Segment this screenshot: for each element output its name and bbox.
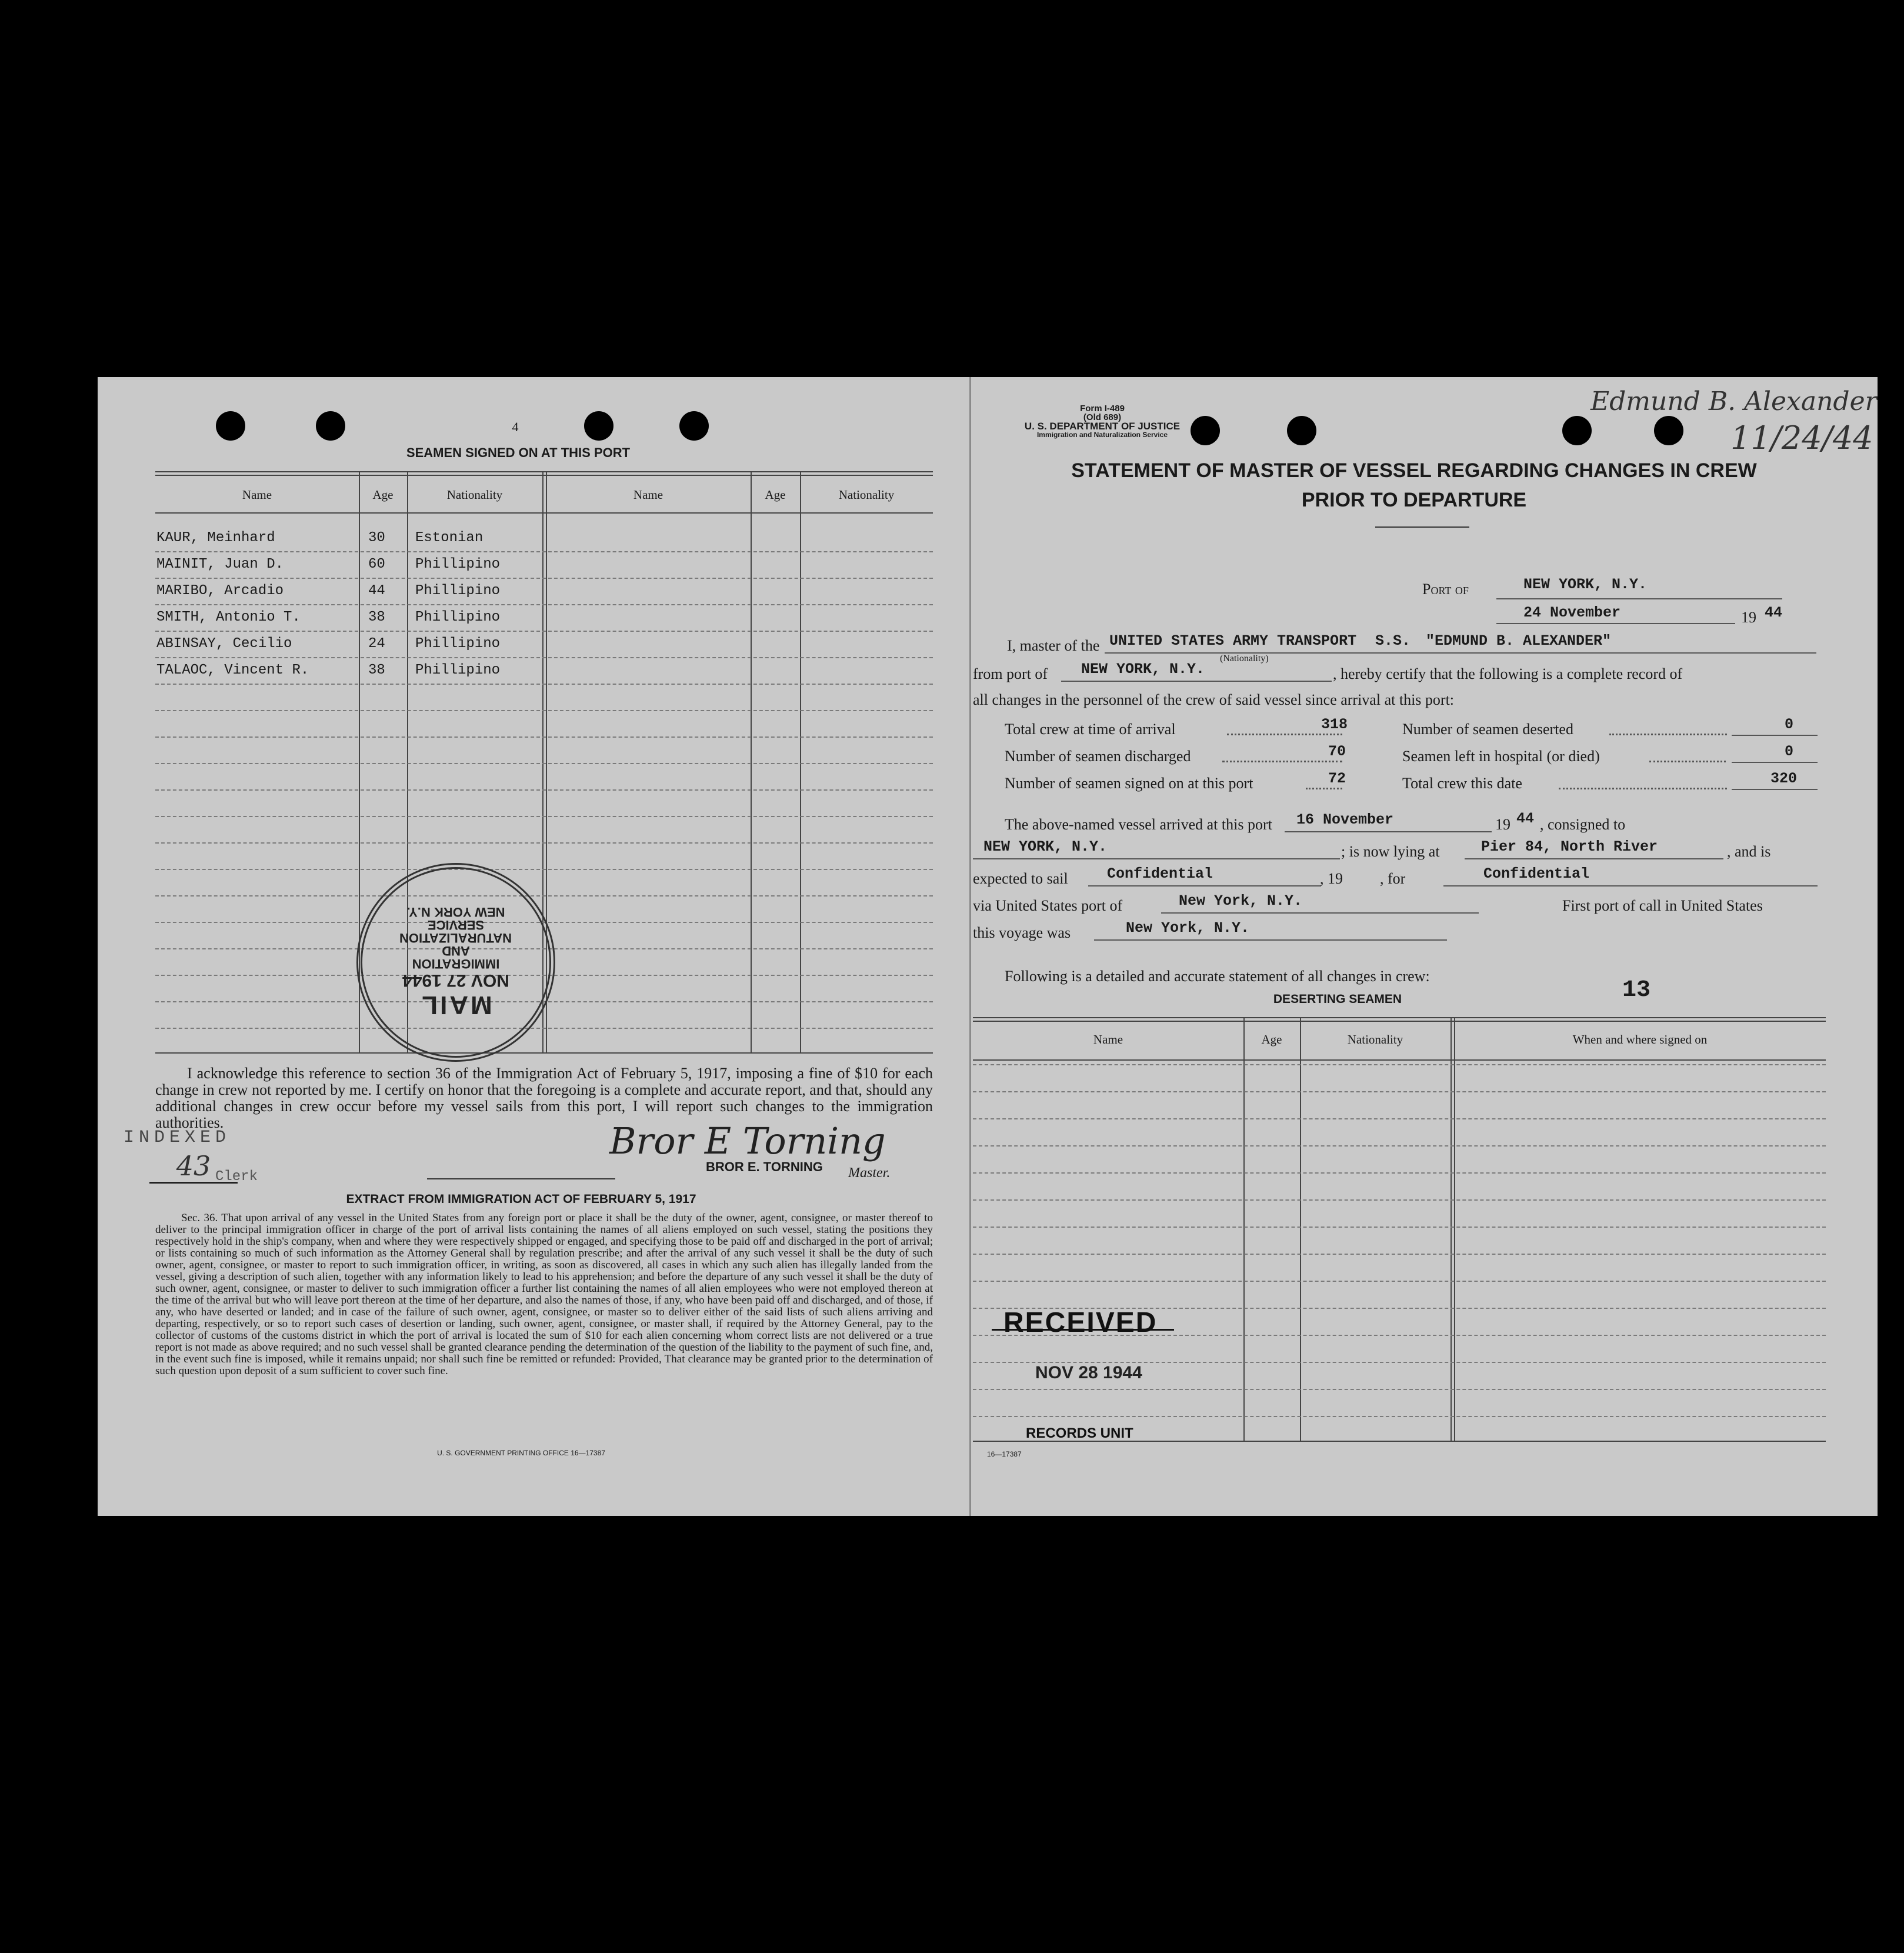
deserting-title: DESERTING SEAMEN xyxy=(1273,992,1402,1006)
dot-leader xyxy=(1222,761,1342,762)
year-prefix: 19 xyxy=(1741,609,1756,626)
col-header-age: Age xyxy=(765,488,786,502)
department: U. S. DEPARTMENT OF JUSTICE xyxy=(1024,421,1181,432)
via-label: via United States port of xyxy=(973,897,1123,914)
col-header-name: Name xyxy=(1093,1032,1123,1047)
seaman-name: MARIBO, Arcadio xyxy=(156,583,284,599)
signed-on-label: Number of seamen signed on at this port xyxy=(1005,775,1253,792)
records-unit: RECORDS UNIT xyxy=(1026,1425,1133,1441)
seaman-name: TALAOC, Vincent R. xyxy=(156,662,309,678)
seaman-nationality: Phillipino xyxy=(415,556,501,572)
dot-leader xyxy=(1609,734,1727,735)
hospital-label: Seamen left in hospital (or died) xyxy=(1402,748,1600,765)
seaman-name: KAUR, Meinhard xyxy=(156,530,275,546)
for-value: Confidential xyxy=(1483,865,1590,882)
handwritten-date: 11/24/44 xyxy=(1730,419,1873,456)
deserted-value: 0 xyxy=(1785,716,1794,733)
underline xyxy=(1732,735,1818,736)
underline xyxy=(1443,885,1818,886)
table-row xyxy=(155,816,933,844)
dot-leader xyxy=(1559,788,1727,789)
printer-line: 16—17387 xyxy=(987,1450,1022,1458)
printer-line: U. S. GOVERNMENT PRINTING OFFICE 16—17387 xyxy=(437,1449,605,1457)
clerk-number: 43 xyxy=(149,1150,238,1184)
left-page xyxy=(98,377,968,1516)
table-row xyxy=(973,1390,1826,1417)
handwritten-vessel-name: Edmund B. Alexander xyxy=(1590,386,1878,416)
form-old-number: (Old 689) xyxy=(1083,412,1122,422)
received-stamp: RECEIVED xyxy=(1003,1307,1158,1338)
col-header-when-where: When and where signed on xyxy=(1572,1032,1708,1047)
sail-value: Confidential xyxy=(1107,865,1213,882)
col-header-nationality: Nationality xyxy=(446,488,503,502)
port-value: NEW YORK, N.Y. xyxy=(1523,576,1648,593)
lying-label: ; is now lying at xyxy=(1341,843,1440,860)
via-value: New York, N.Y. xyxy=(1179,892,1303,909)
port-label: Port of xyxy=(1422,581,1469,598)
seaman-nationality: Phillipino xyxy=(415,662,501,678)
form-number: Form I-489 xyxy=(1080,404,1125,414)
voyage-label: this voyage was xyxy=(973,924,1071,941)
total-arrival-label: Total crew at time of arrival xyxy=(1005,721,1176,738)
master-name: BROR E. TORNING xyxy=(706,1159,823,1174)
service: Immigration and Naturalization Service xyxy=(1036,431,1168,439)
deserted-label: Number of seamen deserted xyxy=(1402,721,1573,738)
acknowledgement-text: I acknowledge this reference to section 36 of the Immigration Act of February 5, 1917, imposing a fine of $10 for each change in crew not reported by me. I certify on honor that the foregoing is a complete and accurate report, and that, should any additional changes in crew occur before my vessel sails from this port, I will report such changes to the immigration authorities. xyxy=(155,1065,933,1131)
table-row xyxy=(973,1336,1826,1363)
table-row xyxy=(973,1119,1826,1147)
stamp-line: IMMIGRATION AND NATURALIZATION SERVICE xyxy=(399,918,512,971)
table-row xyxy=(973,1092,1826,1119)
from-port-label: from port of xyxy=(973,665,1048,682)
discharged-value: 70 xyxy=(1328,743,1346,760)
stamp-line: NEW YORK N.Y. xyxy=(406,905,505,919)
nationality-caption: (Nationality) xyxy=(1220,654,1269,664)
col-header-age: Age xyxy=(372,488,394,502)
handwritten-count: 13 xyxy=(1622,977,1651,1004)
and-is-label: , and is xyxy=(1727,843,1771,860)
master-label: Master. xyxy=(848,1165,891,1181)
page-fold xyxy=(969,377,971,1516)
seaman-name: MAINIT, Juan D. xyxy=(156,556,284,572)
seaman-age: 30 xyxy=(368,530,385,546)
punch-hole xyxy=(679,411,709,441)
dot-leader xyxy=(1649,761,1726,762)
underline xyxy=(1496,623,1735,624)
total-date-value: 320 xyxy=(1770,770,1798,787)
table-row xyxy=(155,605,933,632)
consigned-value: NEW YORK, N.Y. xyxy=(983,838,1108,855)
punch-hole xyxy=(216,411,245,441)
seaman-age: 60 xyxy=(368,556,385,572)
table-row xyxy=(155,552,933,579)
dot-leader xyxy=(1227,734,1342,735)
vessel-type: S.S. xyxy=(1375,632,1411,649)
seaman-nationality: Estonian xyxy=(415,530,483,546)
punch-hole xyxy=(1654,416,1683,445)
hospital-value: 0 xyxy=(1785,743,1794,760)
arrived-date: 16 November xyxy=(1296,811,1394,828)
seaman-age: 38 xyxy=(368,662,385,678)
table-row xyxy=(973,1228,1826,1255)
master-signature: Bror E Torning xyxy=(609,1119,886,1162)
underline xyxy=(1732,789,1818,790)
year-value: 44 xyxy=(1765,604,1783,621)
table-row xyxy=(155,737,933,764)
seaman-name: SMITH, Antonio T. xyxy=(156,609,301,625)
total-arrival-value: 318 xyxy=(1321,716,1348,733)
arrived-year: 44 xyxy=(1516,810,1535,827)
master-of-label: I, master of the xyxy=(1007,637,1100,654)
punch-hole xyxy=(584,411,613,441)
table-row xyxy=(973,1174,1826,1201)
seaman-name: ABINSAY, Cecilio xyxy=(156,636,292,652)
page-number: 4 xyxy=(512,419,519,434)
indexed-stamp: INDEXED xyxy=(124,1128,231,1148)
table-row xyxy=(973,1065,1826,1092)
seaman-age: 44 xyxy=(368,583,385,599)
stamp-line: MAIL xyxy=(419,991,492,1019)
col-header-nationality: Nationality xyxy=(1347,1032,1403,1047)
underline xyxy=(1061,681,1332,682)
vessel-name: "EDMUND B. ALEXANDER" xyxy=(1426,632,1612,649)
certify-text-2: all changes in the personnel of the crew of said vessel since arrival at this port: xyxy=(973,691,1455,708)
seaman-nationality: Phillipino xyxy=(415,636,501,652)
from-port-value: NEW YORK, N.Y. xyxy=(1081,661,1205,678)
underline xyxy=(973,858,1340,859)
table-row xyxy=(155,658,933,685)
underline xyxy=(1105,652,1816,654)
divider xyxy=(427,1178,615,1179)
table-row xyxy=(155,711,933,738)
right-page xyxy=(973,377,1878,1516)
arrived-year-prefix: 19 xyxy=(1495,816,1510,833)
extract-text: Sec. 36. That upon arrival of any vessel in the United States from any foreign port or place it shall be the duty of the owner, agent, consignee, or master thereof to deliver to the principal immigration officer in charge of the port of arrival lists containing the names of all aliens employed on such vessel, stating the positions they respectively hold in the ship's company, when and where they were respectively shipped or engaged, and specifying those to be paid off and discharged in the port of arrival; or lists containing so much of such information as the Attorney General shall by regulation prescribe; and after the arrival of any such vessel it shall be the duty of such owner, agent, consignee, or master to report to such immigration officer, in writing, as soon as discovered, all cases in which any such alien has illegally landed from the vessel, giving a description of such alien, together with any information likely to lead to his apprehension; and before the departure of any such vessel it shall be the duty of such owner, agent, consignee, or master to deliver to such immigration officer a further list containing the names of all alien employees who were not employed thereon at the time of the arrival but who will leave port thereon at the time of her departure, and also the names of those, if any, who have been paid off and discharged, and of those, if any, who have deserted or landed; and in case of the failure of such owner, agent, consignee, or master so to deliver either of the said lists of such aliens arriving and departing, respectively, or so to report such cases of desertion or landing, such owner, agent, consignee, or master shall, if required by the Attorney General, pay to the collector of customs of the customs district in which the port of arrival is located the sum of $10 for each alien concerning whom correct lists are not delivered or a true report is not made as above required; and no such vessel shall be granted clearance pending the determination of the question of the liability to the payment of such fine, and, in the event such fine is imposed, while it remains unpaid; nor shall such fine be remitted or refunded: Provided, That clearance may be granted prior to the determination of such question upon deposit of a sum sufficient to cover such fine. xyxy=(155,1212,933,1377)
underline xyxy=(1088,885,1321,886)
form-title-line2: PRIOR TO DEPARTURE xyxy=(1301,489,1527,511)
clerk-label: Clerk xyxy=(215,1169,258,1185)
mail-received-stamp xyxy=(356,863,555,1062)
following-label: Following is a detailed and accurate statement of all changes in crew: xyxy=(1005,968,1430,985)
punch-hole xyxy=(316,411,345,441)
table-row xyxy=(155,843,933,870)
table-row xyxy=(155,790,933,817)
received-date: NOV 28 1944 xyxy=(1035,1363,1142,1382)
sail-year-prefix: , 19 xyxy=(1320,870,1343,887)
dot-leader xyxy=(1306,788,1342,789)
table-row xyxy=(155,578,933,605)
voyage-value: New York, N.Y. xyxy=(1126,919,1250,936)
underline xyxy=(1465,858,1723,859)
first-port-label: First port of call in United States xyxy=(1562,897,1763,914)
lying-value: Pier 84, North River xyxy=(1481,838,1658,855)
underline xyxy=(1732,762,1818,763)
underline xyxy=(1496,598,1782,599)
seaman-nationality: Phillipino xyxy=(415,583,501,599)
underline xyxy=(1161,912,1479,914)
table-row xyxy=(973,1282,1826,1309)
consigned-label: , consigned to xyxy=(1540,816,1626,833)
form-title: STATEMENT OF MASTER OF VESSEL REGARDING CHANGES IN CREW xyxy=(1071,459,1757,482)
punch-hole xyxy=(1562,416,1592,445)
for-label: , for xyxy=(1380,870,1406,887)
divider xyxy=(1375,526,1469,528)
total-date-label: Total crew this date xyxy=(1402,775,1522,792)
punch-hole xyxy=(1287,416,1316,445)
table-row xyxy=(155,869,933,896)
table-row xyxy=(973,1147,1826,1174)
col-header-name: Name xyxy=(633,488,663,502)
seaman-age: 38 xyxy=(368,609,385,625)
form-header xyxy=(1020,404,1185,439)
table-row xyxy=(973,1255,1826,1282)
underline xyxy=(1094,939,1447,941)
arrived-label: The above-named vessel arrived at this port xyxy=(1005,816,1272,833)
extract-title: EXTRACT FROM IMMIGRATION ACT OF FEBRUARY 5, 1917 xyxy=(346,1192,696,1206)
table-row xyxy=(973,1201,1826,1228)
vessel-value: UNITED STATES ARMY TRANSPORT xyxy=(1109,632,1357,649)
stamp-strike xyxy=(992,1329,1174,1331)
underline xyxy=(1285,831,1492,832)
col-header-age: Age xyxy=(1261,1032,1282,1047)
discharged-label: Number of seamen discharged xyxy=(1005,748,1191,765)
punch-hole xyxy=(1191,416,1220,445)
table-row xyxy=(155,764,933,791)
section-title: SEAMEN SIGNED ON AT THIS PORT xyxy=(406,445,631,460)
col-header-nationality: Nationality xyxy=(838,488,895,502)
seaman-nationality: Phillipino xyxy=(415,609,501,625)
table-row xyxy=(155,525,933,552)
sail-label: expected to sail xyxy=(973,870,1068,887)
col-header-name: Name xyxy=(242,488,272,502)
stamp-date: NOV 27 1944 xyxy=(402,971,509,990)
date-value: 24 November xyxy=(1523,604,1621,621)
seaman-age: 24 xyxy=(368,636,385,652)
document-sheet xyxy=(98,377,1878,1516)
signed-on-value: 72 xyxy=(1328,770,1346,787)
certify-text: , hereby certify that the following is a complete record of xyxy=(1333,665,1683,682)
table-row xyxy=(155,631,933,658)
table-row xyxy=(973,1038,1826,1065)
table-row xyxy=(155,684,933,711)
